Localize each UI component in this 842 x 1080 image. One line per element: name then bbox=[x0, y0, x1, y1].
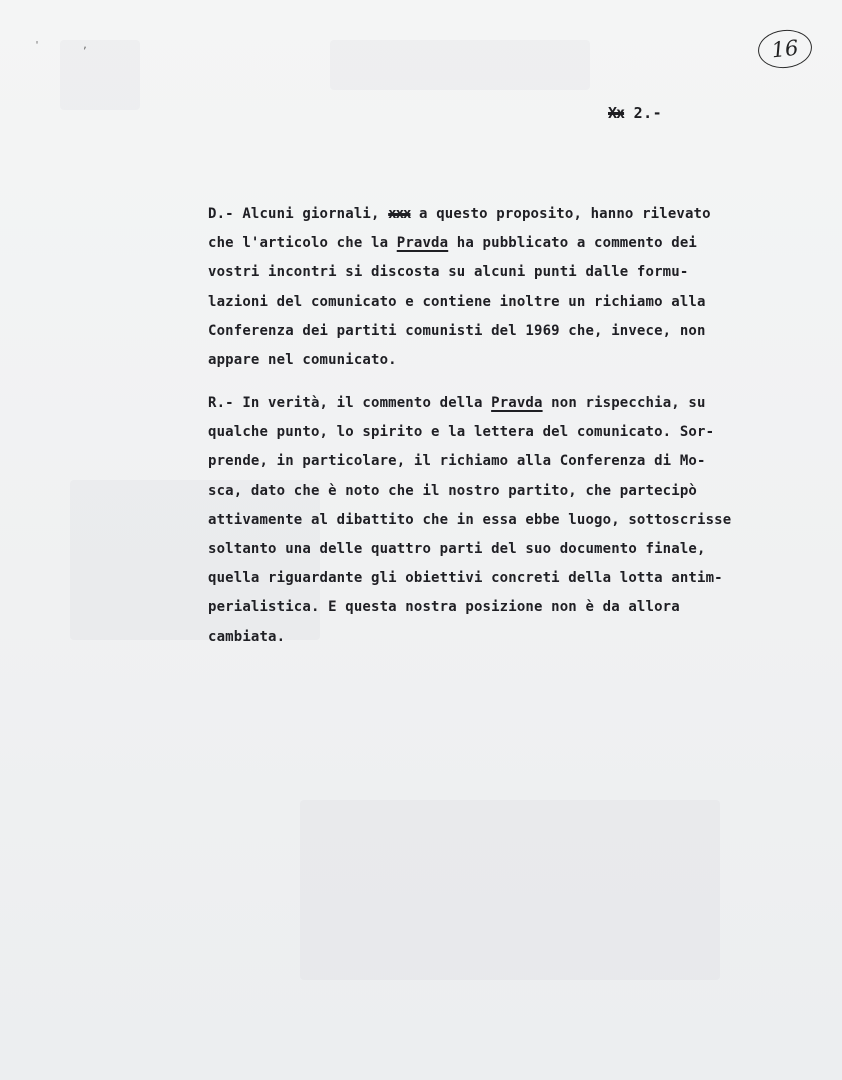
folio-number: 16 bbox=[770, 35, 800, 63]
question-line bbox=[208, 200, 834, 229]
answer-text: non rispecchia, su bbox=[542, 395, 706, 411]
question-line bbox=[208, 346, 834, 375]
answer-line bbox=[208, 564, 834, 593]
underlined-title: Pravda bbox=[396, 235, 449, 252]
page-number-value: 2.- bbox=[633, 104, 663, 122]
answer-line bbox=[208, 447, 834, 476]
edge-punch-mark: ' , bbox=[34, 40, 107, 51]
underlined-title: Pravda bbox=[491, 395, 543, 411]
struck-out-text: xxx bbox=[388, 206, 411, 222]
answer-line bbox=[208, 389, 834, 418]
answer-line bbox=[208, 506, 834, 535]
question-text: vostri incontri si discosta su alcuni punti dalle formu- bbox=[208, 264, 689, 281]
answer-line bbox=[208, 593, 834, 622]
question-paragraph bbox=[208, 200, 834, 375]
page-number-struck: Xx bbox=[608, 104, 625, 122]
answer-text: perialistica. E questa nostra posizione non è da allora bbox=[208, 599, 680, 616]
answer-text: attivamente al dibattito che in essa ebbe luogo, sottoscrisse bbox=[208, 511, 732, 528]
answer-text: sca, dato che è noto che il nostro partito, che partecipò bbox=[208, 482, 697, 499]
answer-text: qualche punto, lo spirito e la lettera del comunicato. Sor- bbox=[208, 424, 715, 441]
answer-paragraph bbox=[208, 389, 834, 652]
question-line bbox=[208, 288, 834, 317]
show-through-ghost bbox=[300, 800, 720, 980]
folio-circle bbox=[756, 27, 814, 70]
show-through-ghost bbox=[330, 40, 590, 90]
question-text: che l'articolo che la bbox=[208, 235, 397, 252]
answer-line bbox=[208, 418, 834, 447]
question-text: Conferenza dei partiti comunisti del 1969 che, invece, non bbox=[208, 322, 706, 339]
page-number bbox=[608, 104, 662, 122]
answer-line bbox=[208, 535, 834, 564]
question-text: appare nel comunicato. bbox=[208, 351, 397, 368]
question-text: D.- Alcuni giornali, bbox=[208, 206, 389, 222]
question-text: ha pubblicato a commento dei bbox=[448, 235, 698, 252]
answer-line bbox=[208, 477, 834, 506]
answer-text: R.- In verità, il commento della bbox=[208, 395, 492, 411]
question-text: lazioni del comunicato e contiene inoltre un richiamo alla bbox=[208, 293, 706, 310]
answer-text: cambiata. bbox=[208, 628, 286, 645]
answer-text: prende, in particolare, il richiamo alla Conferenza di Mo- bbox=[208, 453, 706, 470]
answer-text: quella riguardante gli obiettivi concreti della lotta antim- bbox=[208, 570, 723, 587]
question-text: a questo proposito, hanno rilevato bbox=[410, 206, 711, 222]
answer-text: soltanto una delle quattro parti del suo documento finale, bbox=[208, 540, 706, 557]
question-line bbox=[208, 229, 834, 258]
question-line bbox=[208, 258, 834, 287]
answer-line bbox=[208, 623, 834, 652]
question-line bbox=[208, 317, 834, 346]
